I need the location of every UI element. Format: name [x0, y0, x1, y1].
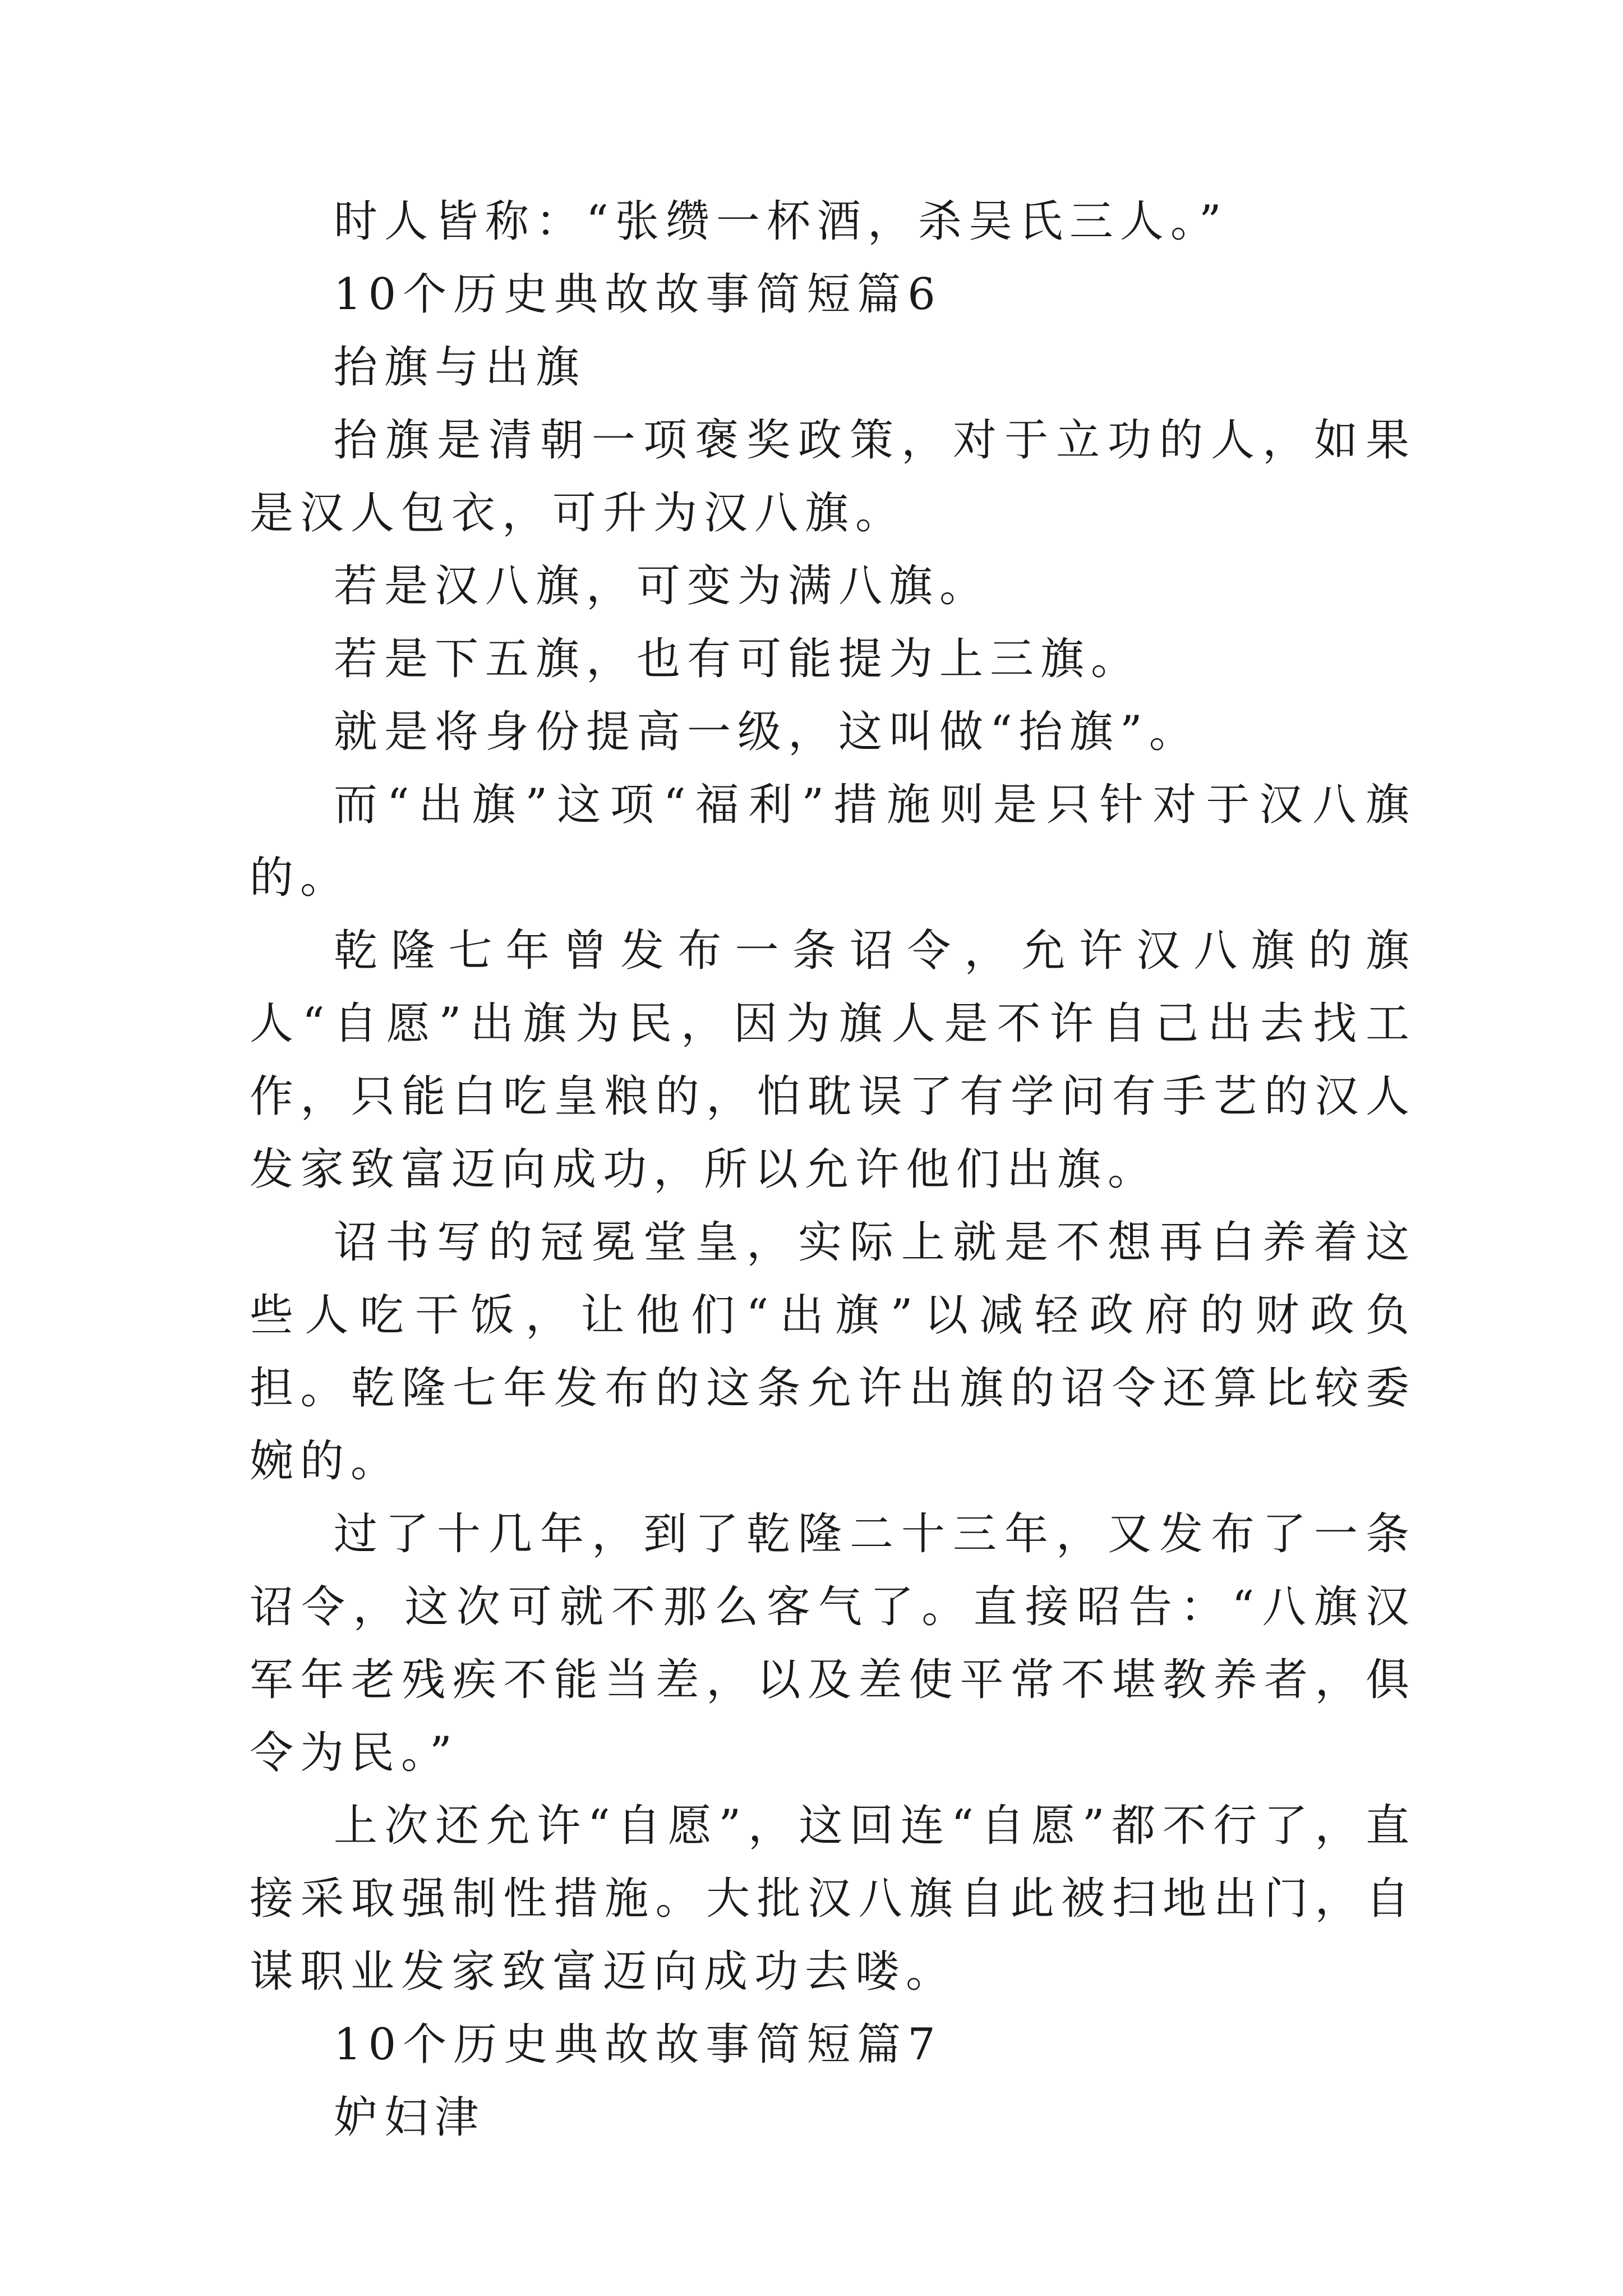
- document-body: [250, 185, 1416, 2154]
- paragraph: 时人皆称：“张缵一杯酒，杀吴氏三人。”: [334, 196, 1228, 247]
- paragraph: 诏书写的冠冕堂皇，实际上就是不想再白养着这些人吃干饭，让他们“出旗”以减轻政府的财政负担。乾隆七年发布的这条允许出旗的诏令还算比较委婉的。: [250, 1217, 1416, 1487]
- paragraph: 而“出旗”这项“福利”措施则是只针对于汉八旗的。: [250, 780, 1416, 903]
- paragraph: 抬旗是清朝一项褒奖政策，对于立功的人，如果是汉人包衣，可升为汉八旗。: [250, 415, 1416, 539]
- story-title: 抬旗与出旗: [334, 342, 587, 393]
- paragraph: 过了十几年，到了乾隆二十三年，又发布了一条诏令，这次可就不那么客气了。直接昭告：“八旗汉军年老残疾不能当差，以及差使平常不堪教养者，俱令为民。”: [250, 1509, 1416, 1778]
- section-heading: 10个历史典故故事简短篇7: [334, 2019, 942, 2070]
- story-title: 妒妇津: [334, 2092, 486, 2143]
- paragraph: 若是下五旗，也有可能提为上三旗。: [334, 634, 1142, 684]
- paragraph: 上次还允许“自愿”，这回连“自愿”都不行了，直接采取强制性措施。大批汉八旗自此被扫地出门，自谋职业发家致富迈向成功去喽。: [250, 1801, 1416, 1997]
- paragraph: 若是汉八旗，可变为满八旗。: [334, 561, 990, 611]
- section-heading: 10个历史典故故事简短篇6: [334, 269, 942, 320]
- paragraph: 就是将身份提高一级，这叫做“抬旗”。: [334, 707, 1200, 757]
- paragraph: 乾隆七年曾发布一条诏令，允许汉八旗的旗人“自愿”出旗为民，因为旗人是不许自己出去找工作，只能白吃皇粮的，怕耽误了有学问有手艺的汉人发家致富迈向成功，所以允许他们出旗。: [250, 926, 1416, 1195]
